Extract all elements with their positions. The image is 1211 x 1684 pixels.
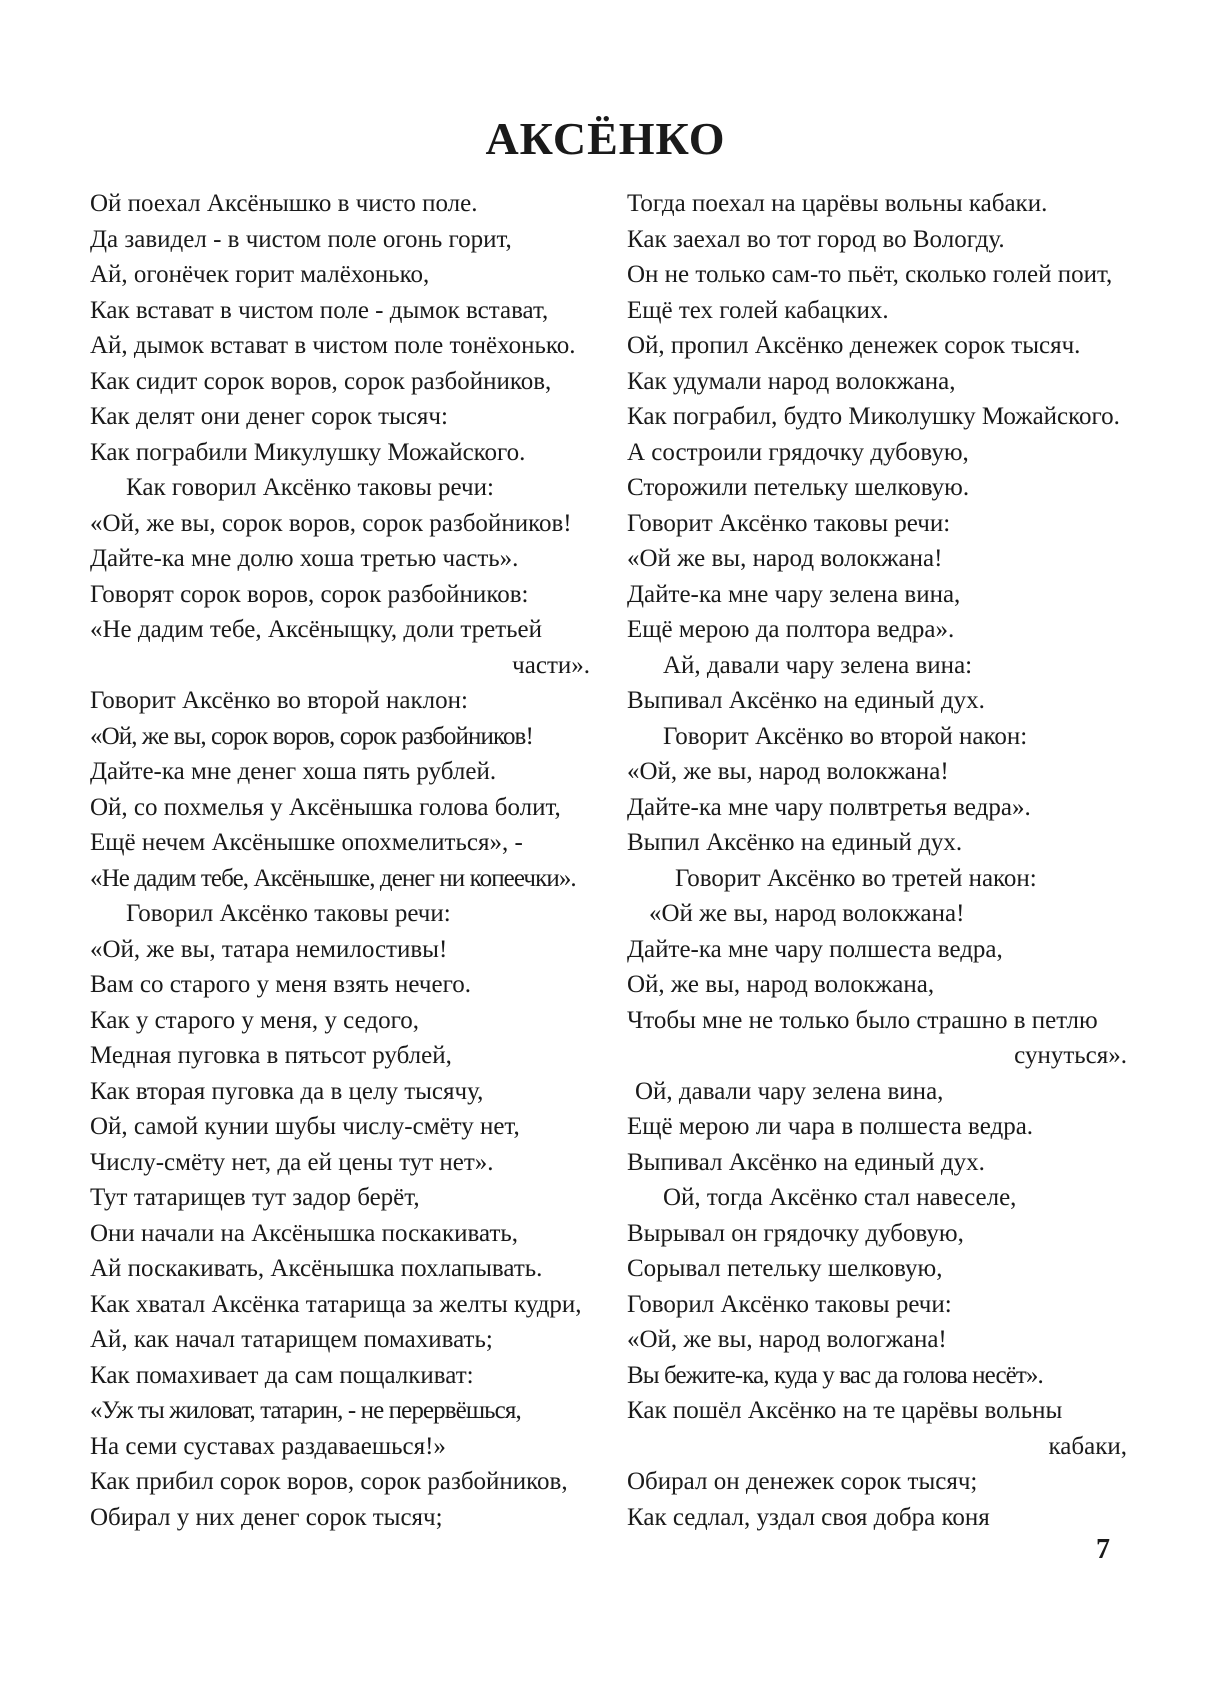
verse-line: Как седлал, уздал своя добра коня	[627, 1503, 990, 1531]
verse-line: А состроили грядочку дубовую,	[627, 438, 969, 466]
verse-line: Как удумали народ волокжана,	[627, 367, 956, 395]
verse-line: Дайте-ка мне чару полвтретья ведра».	[627, 793, 1031, 821]
verse-line: Ой, пропил Аксёнко денежек сорок тысяч.	[627, 332, 1081, 359]
verse-line: Говорят сорок воров, сорок разбойников:	[90, 580, 529, 608]
verse-line: Дайте-ка мне чару зелена вина,	[627, 580, 961, 608]
verse-line: «Не дадим тебе, Аксёныщку, доли третьей	[90, 616, 543, 643]
verse-line: Ещё мерою да полтора ведра».	[627, 616, 955, 643]
verse-line: Ай поскакивать, Аксёнышка похлапывать.	[90, 1255, 543, 1282]
verse-line-continuation: кабаки,	[1048, 1432, 1127, 1460]
verse-line: Говорил Аксёнко таковы речи:	[126, 900, 451, 927]
verse-line: Вырывал он грядочку дубовую,	[627, 1219, 964, 1247]
verse-line: Выпил Аксёнко на единый дух.	[627, 829, 963, 856]
verse-line: Ой, со похмелья у Аксёнышка голова болит,	[90, 793, 561, 821]
verse-line: «Ой, же вы, сорок воров, сорок разбойников!	[90, 722, 533, 750]
verse-line: Говорит Аксёнко во второй након:	[663, 722, 1028, 750]
right-column	[627, 186, 1127, 1535]
verse-line: Они начали на Аксёнышка поскакивать,	[90, 1219, 519, 1247]
verse-line: Как заехал во тот город во Вологду.	[627, 225, 1005, 253]
verse-line: Ой, же вы, народ волокжана,	[627, 971, 935, 998]
verse-line-continuation: части».	[512, 651, 590, 679]
verse-line: Медная пуговка в пятьсот рублей,	[90, 1042, 452, 1069]
verse-line: Говорит Аксёнко во второй наклон:	[90, 687, 468, 714]
verse-line: Ой, давали чару зелена вина,	[635, 1077, 944, 1105]
verse-line: Чтобы мне не только было страшно в петлю	[627, 1006, 1098, 1034]
verse-line: На семи суставах раздаваешься!»	[90, 1432, 446, 1460]
verse-line: Говорит Аксёнко во третей након:	[675, 864, 1037, 892]
verse-line: Сторожили петельку шелковую.	[627, 474, 970, 501]
verse-line: Как хватал Аксёнка татарища за желты кудри,	[90, 1290, 582, 1318]
verse-line: Говорит Аксёнко таковы речи:	[627, 509, 951, 537]
verse-line: «Ой, же вы, народ волокжана!	[627, 758, 949, 785]
verse-line: «Уж ты жиловат, татарин, - не перервёшься,	[90, 1397, 521, 1424]
verse-line: Ой поехал Аксёнышко в чисто поле.	[90, 190, 478, 217]
verse-line: «Ой, же вы, народ вологжана!	[627, 1326, 947, 1353]
verse-line: Говорил Аксёнко таковы речи:	[627, 1290, 952, 1318]
verse-line: «Ой, же вы, татара немилостивы!	[90, 935, 448, 963]
verse-line: Числу-смёту нет, да ей цены тут нет».	[90, 1148, 494, 1176]
verse-line: Обирал он денежек сорок тысяч;	[627, 1468, 978, 1495]
verse-line: Как встават в чистом поле - дымок встават,	[90, 296, 549, 324]
verse-line: Ой, тогда Аксёнко стал навеселе,	[663, 1184, 1017, 1211]
verse-line: Ой, самой кунии шубы числу-смёту нет,	[90, 1113, 520, 1140]
verse-line: Как у старого у меня, у седого,	[90, 1006, 419, 1034]
verse-line: Как делят они денег сорок тысяч:	[90, 403, 448, 430]
verse-line: Сорывал петельку шелковую,	[627, 1255, 943, 1282]
poem-title: АКСЁНКО	[485, 113, 726, 164]
verse-line: Как пошёл Аксёнко на те царёвы вольны	[627, 1397, 1063, 1424]
verse-line: Ай, давали чару зелена вина:	[663, 651, 973, 679]
verse-line: Вы бежите-ка, куда у вас да голова несёт».	[627, 1361, 1043, 1389]
verse-line: Как говорил Аксёнко таковы речи:	[126, 474, 494, 501]
verse-line: Дайте-ка мне долю хоша третью часть».	[90, 545, 519, 572]
page-number: 7	[1096, 1534, 1110, 1565]
verse-line: Как сидит сорок воров, сорок разбойников,	[90, 367, 552, 395]
verse-line: «Ой, же вы, сорок воров, сорок разбойников!	[90, 509, 572, 537]
verse-line: «Ой же вы, народ волокжана!	[627, 545, 943, 572]
verse-line: Дайте-ка мне чару полшеста ведра,	[627, 935, 1003, 963]
verse-line: Выпивал Аксёнко на единый дух.	[627, 1148, 985, 1176]
verse-line-continuation: сунуться».	[1014, 1042, 1127, 1069]
verse-line: «Не дадим тебе, Аксёнышке, денег ни копеечки».	[90, 864, 576, 892]
verse-line: Как помахивает да сам пощалкиват:	[90, 1361, 474, 1389]
verse-line: Ай, как начал татарищем помахивать;	[90, 1326, 493, 1353]
verse-line: Как вторая пуговка да в целу тысячу,	[90, 1077, 484, 1105]
verse-line: Как пограбил, будто Миколушку Можайского.	[627, 403, 1120, 430]
left-column	[90, 186, 590, 1535]
verse-line: Да завидел - в чистом поле огонь горит,	[90, 225, 512, 253]
verse-line: Обирал у них денег сорок тысяч;	[90, 1503, 443, 1531]
verse-line: Ещё мерою ли чара в полшеста ведра.	[627, 1113, 1034, 1140]
verse-line: Выпивал Аксёнко на единый дух.	[627, 687, 985, 714]
verse-line: Ещё тех голей кабацких.	[627, 296, 889, 324]
verse-line: Ай, огонёчек горит малёхонько,	[90, 261, 430, 288]
verse-line: Тогда поехал на царёвы вольны кабаки.	[627, 190, 1048, 217]
verse-line: Дайте-ка мне денег хоша пять рублей.	[90, 758, 497, 785]
verse-line: Ещё нечем Аксёнышке опохмелиться», -	[90, 829, 523, 856]
verse-line: Как прибил сорок воров, сорок разбойников,	[90, 1468, 568, 1495]
verse-line: Ай, дымок встават в чистом поле тонёхонько.	[90, 332, 576, 359]
verse-line: Вам со старого у меня взять нечего.	[90, 971, 471, 998]
verse-line: Как пограбили Микулушку Можайского.	[90, 438, 526, 466]
verse-line: «Ой же вы, народ волокжана!	[649, 900, 965, 927]
verse-line: Тут татарищев тут задор берёт,	[90, 1184, 420, 1211]
verse-line: Он не только сам-то пьёт, сколько голей поит,	[627, 261, 1113, 288]
